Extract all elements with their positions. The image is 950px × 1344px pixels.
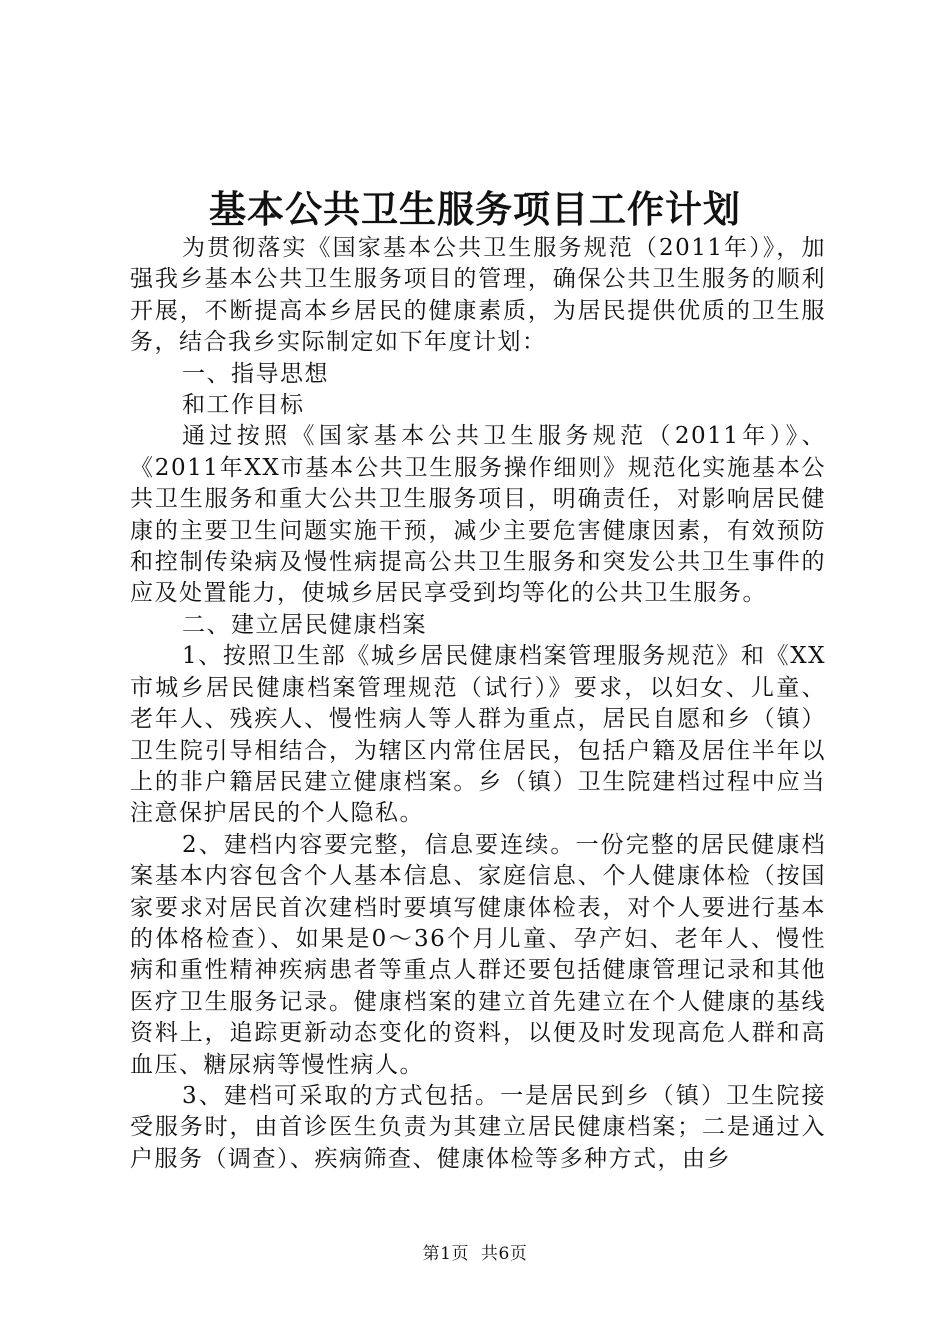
page-total: 共6页 [481,1244,528,1264]
page-number: 第1页 [422,1244,469,1264]
section-heading-1-continued: 和工作目标 [182,392,305,419]
item-3-paragraph: 3、建档可采取的方式包括。一是居民到乡（镇）卫生院接受服务时，由首诊医生负责为其建立居民健康档案；二是通过入户服务（调查）、疾病筛查、健康体检等多种方式，由乡 [130,1082,826,1172]
intro-paragraph: 为贯彻落实《国家基本公共卫生服务规范（2011年）》，加强我乡基本公共卫生服务项目的管理，确保公共卫生服务的顺利开展，不断提高本乡居民的健康素质，为居民提供优质的卫生服务，结合我乡实际制定如下年度计划： [130,235,826,356]
goals-paragraph: 通过按照《国家基本公共卫生服务规范（2011年）》、《2011年XX市基本公共卫生服务操作细则》规范化实施基本公共卫生服务和重大公共卫生服务项目，明确责任，对影响居民健康的主要卫生问题实施干预，减少主要危害健康因素，有效预防和控制传染病及慢性病提高公共卫生服务和突发公共卫生事件的应及处置能力，使城乡居民享受到均等化的公共卫生服务。 [130,423,826,607]
section-heading-2: 二、建立居民健康档案 [182,611,427,638]
item-2-paragraph: 2、建档内容要完整，信息要连续。一份完整的居民健康档案基本内容包含个人基本信息、家庭信息、个人健康体检（按国家要求对居民首次建档时要填写健康体检表，对个人要进行基本的体格检查）、如果是0～36个月儿童、孕产妇、老年人、慢性病和重性精神疾病患者等重点人群还要包括健康管理记录和其他医疗卫生服务记录。健康档案的建立首先建立在个人健康的基线资料上，追踪更新动态变化的资料，以便及时发现高危人群和高血压、糖尿病等慢性病人。 [130,831,826,1078]
item-1-paragraph: 1、按照卫生部《城乡居民健康档案管理服务规范》和《XX市城乡居民健康档案管理规范（试行）》要求，以妇女、儿童、老年人、残疾人、慢性病人等人群为重点，居民自愿和乡（镇）卫生院引导相结合，为辖区内常住居民，包括户籍及居住半年以上的非户籍居民建立健康档案。乡（镇）卫生院建档过程中应当注意保护居民的个人隐私。 [130,643,826,827]
document-body [130,233,826,1175]
page-footer [0,1244,950,1264]
document-title: 基本公共卫生服务项目工作计划 [209,187,741,231]
section-heading-1: 一、指导思想 [182,360,329,387]
